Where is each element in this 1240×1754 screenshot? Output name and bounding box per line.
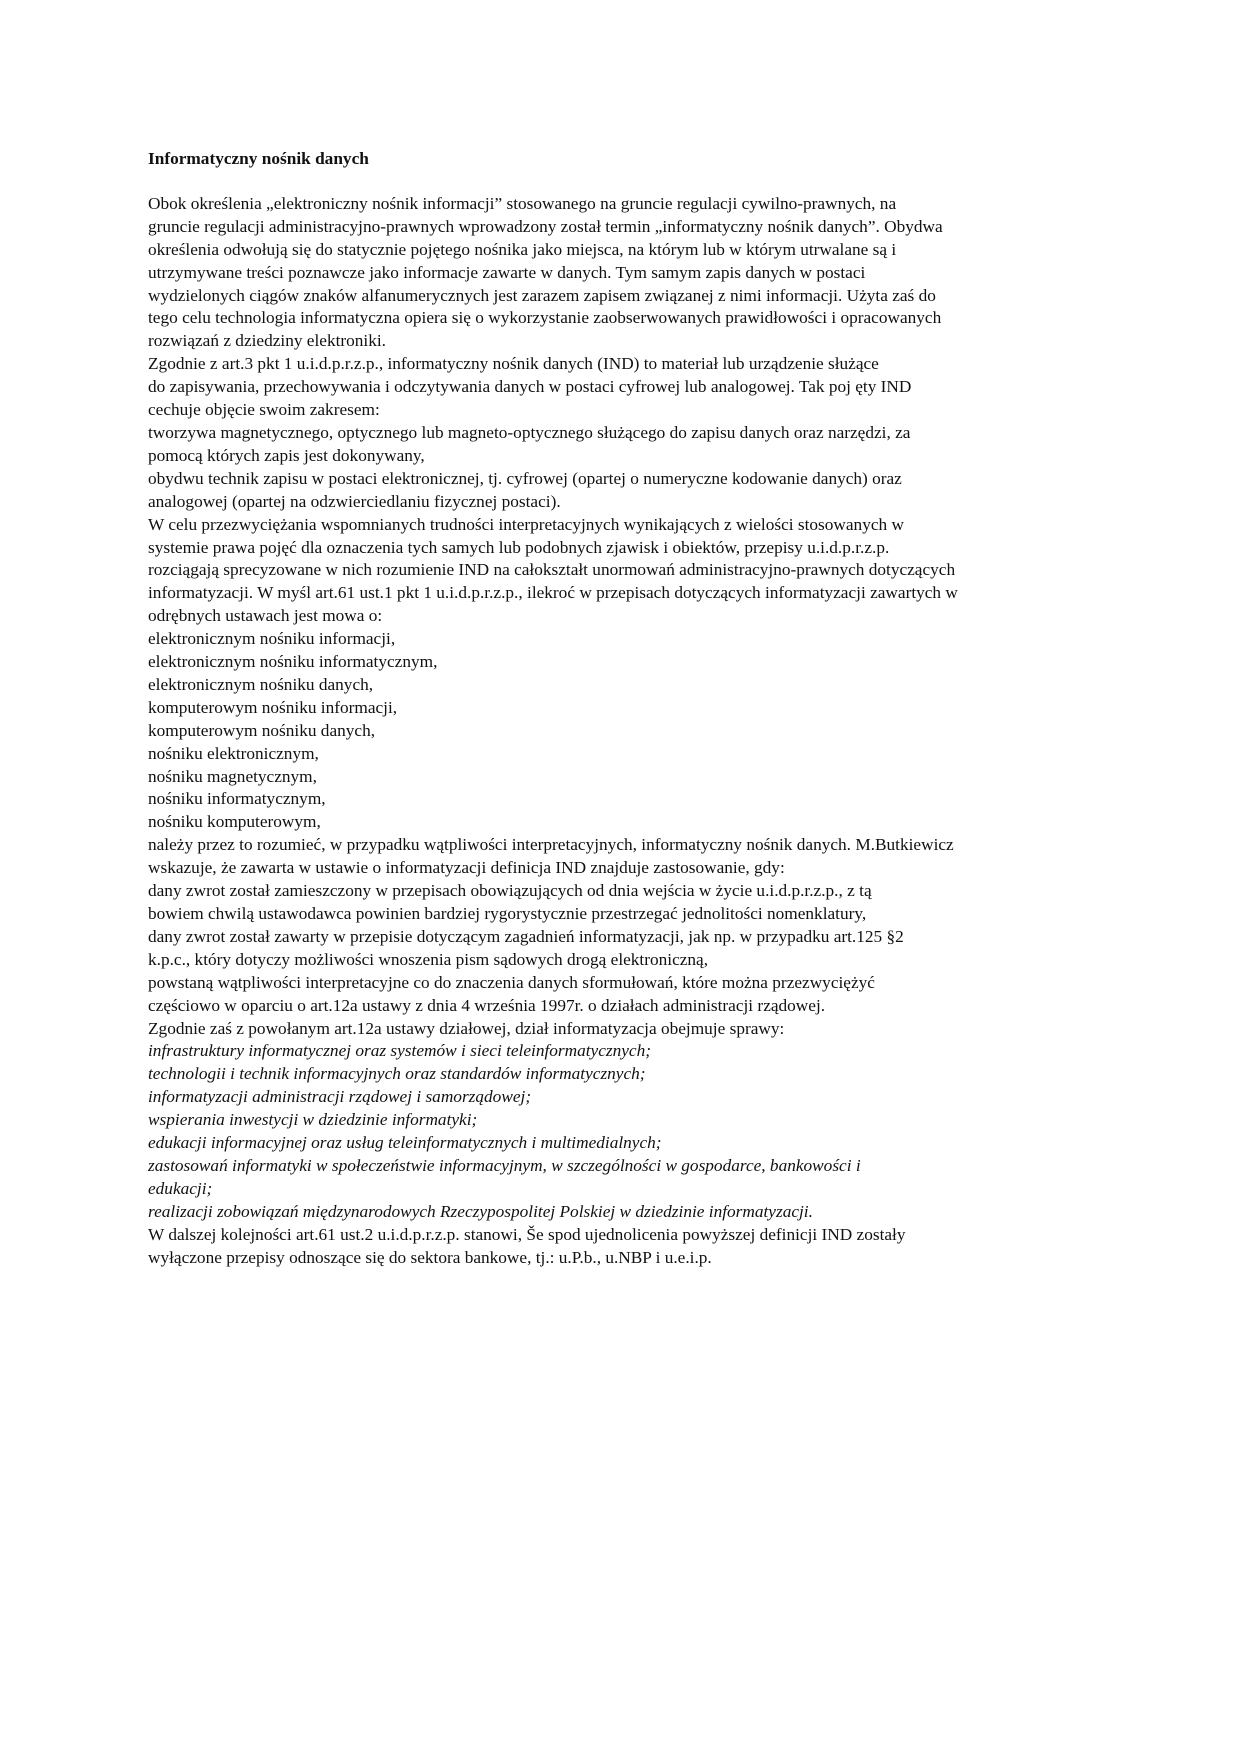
text-line: Zgodnie zaś z powołanym art.12a ustawy działowej, dział informatyzacja obejmuje sprawy:: [148, 1018, 785, 1038]
text-line: elektronicznym nośniku informacji,: [148, 629, 396, 649]
text-line: utrzymywane treści poznawcze jako informacje zawarte w danych. Tym samym zapis danych w postaci: [148, 262, 866, 282]
text-line: cechuje objęcie swoim zakresem:: [148, 400, 380, 420]
text-line: nośniku komputerowym,: [148, 812, 321, 832]
document-text: [148, 193, 1088, 1270]
text-line: infrastruktury informatycznej oraz systemów i sieci teleinformatycznych;: [148, 1041, 651, 1061]
text-line: wyłączone przepisy odnoszące się do sektora bankowe, tj.: u.P.b., u.NBP i u.e.i.p.: [148, 1247, 712, 1267]
text-line: komputerowym nośniku informacji,: [148, 697, 398, 717]
text-line: gruncie regulacji administracyjno-prawnych wprowadzony został termin „informatyczny nośnik danych”. Obydwa: [148, 216, 943, 236]
text-line: systemie prawa pojęć dla oznaczenia tych samych lub podobnych zjawisk i obiektów, przepisy u.i.d.p.r.z.p.: [148, 537, 890, 557]
text-line: wspierania inwestycji w dziedzinie informatyki;: [148, 1110, 478, 1130]
document-title: Informatyczny nośnik danych: [148, 149, 369, 168]
text-line: częściowo w oparciu o art.12a ustawy z dnia 4 września 1997r. o działach administracji rządowej.: [148, 995, 826, 1015]
text-line: komputerowym nośniku danych,: [148, 720, 376, 740]
text-line: edukacji;: [148, 1178, 213, 1198]
document-body: [148, 148, 1088, 1270]
text-line: W celu przezwyciężania wspomnianych trudności interpretacyjnych wynikających z wielości stosowanych w: [148, 514, 904, 534]
text-line: k.p.c., który dotyczy możliwości wnoszenia pism sądowych drogą elektroniczną,: [148, 949, 709, 969]
text-line: nośniku informatycznym,: [148, 789, 326, 809]
text-line: określenia odwołują się do statycznie pojętego nośnika jako miejsca, na którym lub w którym utrwalane są i: [148, 239, 897, 259]
text-line: elektronicznym nośniku danych,: [148, 674, 374, 694]
text-line: edukacji informacyjnej oraz usług teleinformatycznych i multimedialnych;: [148, 1133, 662, 1153]
text-line: elektronicznym nośniku informatycznym,: [148, 652, 438, 672]
text-line: tworzywa magnetycznego, optycznego lub magneto-optycznego służącego do zapisu danych oraz narzędzi, za: [148, 422, 911, 442]
text-line: bowiem chwilą ustawodawca powinien bardziej rygorystycznie przestrzegać jednolitości nomenklatury,: [148, 904, 867, 923]
text-line: informatyzacji administracji rządowej i samorządowej;: [148, 1087, 532, 1107]
text-line: W dalszej kolejności art.61 ust.2 u.i.d.p.r.z.p. stanowi, Še spod ujednolicenia powyższej definicji IND zostały: [148, 1224, 906, 1244]
text-line: Obok określenia „elektroniczny nośnik informacji” stosowanego na gruncie regulacji cywilno-prawnych, na: [148, 193, 897, 213]
text-line: obydwu technik zapisu w postaci elektronicznej, tj. cyfrowej (opartej o numeryczne kodowanie danych) oraz: [148, 468, 902, 488]
text-line: zastosowań informatyki w społeczeństwie informacyjnym, w szczególności w gospodarce, bankowości i: [148, 1155, 861, 1175]
text-line: wskazuje, że zawarta w ustawie o informatyzacji definicja IND znajduje zastosowanie, gdy:: [148, 858, 785, 878]
text-line: rozwiązań z dziedziny elektroniki.: [148, 331, 386, 351]
text-line: dany zwrot został zamieszczony w przepisach obowiązujących od dnia wejścia w życie u.i.d.p.r.z.p., z tą: [148, 881, 872, 901]
text-line: nośniku elektronicznym,: [148, 743, 319, 763]
text-line: analogowej (opartej na odzwierciedlaniu fizycznej postaci).: [148, 491, 561, 511]
text-line: dany zwrot został zawarty w przepisie dotyczącym zagadnień informatyzacji, jak np. w przypadku art.125 §2: [148, 926, 904, 946]
text-line: Zgodnie z art.3 pkt 1 u.i.d.p.r.z.p., informatyczny nośnik danych (IND) to materiał lub urządzenie służące: [148, 354, 879, 374]
text-line: pomocą których zapis jest dokonywany,: [148, 445, 425, 465]
text-line: technologii i technik informacyjnych oraz standardów informatycznych;: [148, 1064, 646, 1084]
text-line: rozciągają sprecyzowane w nich rozumienie IND na całokształt unormowań administracyjno-prawnych dotyczących: [148, 560, 956, 580]
text-line: realizacji zobowiązań międzynarodowych Rzeczypospolitej Polskiej w dziedzinie informatyzacji.: [148, 1201, 813, 1221]
text-line: wydzielonych ciągów znaków alfanumerycznych jest zarazem zapisem związanej z nimi informacji. Użyta zaś do: [148, 285, 936, 305]
text-line: nośniku magnetycznym,: [148, 766, 317, 786]
text-line: należy przez to rozumieć, w przypadku wątpliwości interpretacyjnych, informatyczny nośnik danych. M.Butkiewicz: [148, 835, 954, 855]
text-line: tego celu technologia informatyczna opiera się o wykorzystanie zaobserwowanych prawidłowości i opracowanych: [148, 308, 942, 328]
text-line: informatyzacji. W myśl art.61 ust.1 pkt 1 u.i.d.p.r.z.p., ilekroć w przepisach dotyczących informatyzacji zawartych w: [148, 583, 958, 603]
text-line: powstaną wątpliwości interpretacyjne co do znaczenia danych sformułowań, które można przezwyciężyć: [148, 972, 875, 992]
text-line: do zapisywania, przechowywania i odczytywania danych w postaci cyfrowej lub analogowej. Tak poj ęty IND: [148, 377, 912, 397]
text-line: odrębnych ustawach jest mowa o:: [148, 606, 383, 626]
